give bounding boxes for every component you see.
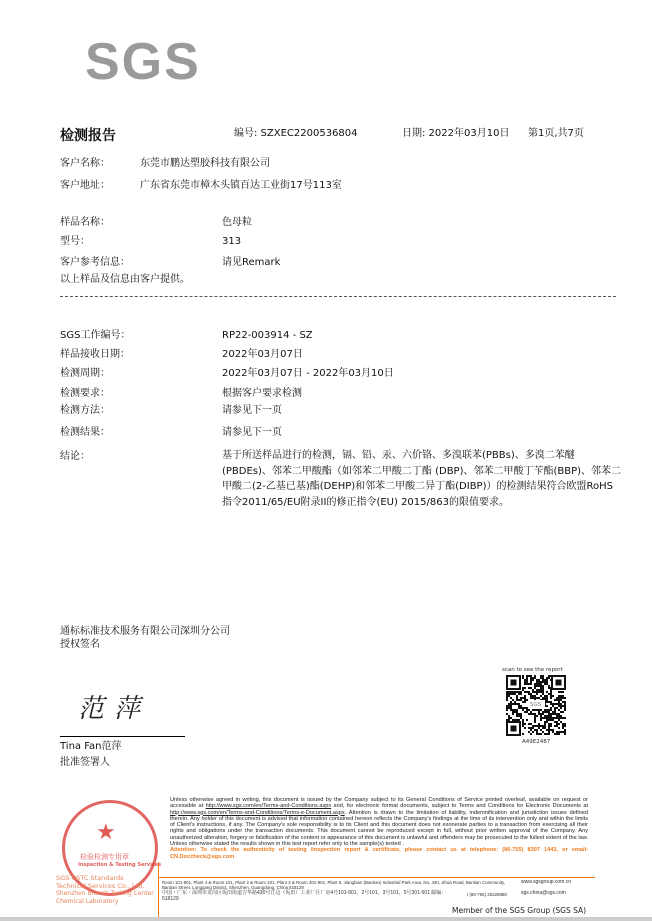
- client-address-label: 客户地址：: [60, 180, 110, 191]
- signature-line: [60, 736, 185, 737]
- sample-name: 色母粒: [222, 217, 252, 228]
- handwritten-signature: 范萍: [78, 694, 151, 724]
- test-method: 请参见下一页: [222, 405, 282, 416]
- sample-note: 以上样品及信息由客户提供。: [60, 274, 190, 285]
- model: 313: [222, 236, 242, 247]
- disclaimer-part: and, for electronic format documents, subject to Terms and Conditions for Electronic Documents at: [331, 803, 588, 810]
- receive-date: 2022年03月07日: [222, 349, 303, 360]
- company-name-en: SGS-CSTC Standards Technical Services Co., Ltd.: [56, 874, 145, 890]
- address-en: Room 101-901, Plant 4 & Room 101, Plant 2 & Room 101, Plant 3 & Room 301-901, Plant 5, Jiangbian (Bantian) Industrial Park Area, No. 430, Jihua Road, Bantian Community, Bantian Street, Longgang District, Shenzhen, Guangdong, China 518129: [162, 880, 506, 890]
- conclusion-label: 结论：: [60, 451, 90, 462]
- test-period: 2022年03月07日 - 2022年03月10日: [222, 368, 394, 379]
- client-name: 东莞市鹏达塑胶科技有限公司: [140, 158, 270, 169]
- test-request-label: 检测要求：: [60, 388, 110, 399]
- page-title: 检测报告: [60, 128, 116, 144]
- terms-link[interactable]: http://www.sgs.com/en/Terms-and-Conditions.aspx: [205, 803, 332, 810]
- e-document-terms-link[interactable]: http://www.sgs.com/en/Terms-and-Conditions/Terms-e-Document.aspx: [170, 809, 345, 816]
- test-request: 根据客户要求检测: [222, 388, 302, 399]
- signer-role: 批准签署人: [60, 757, 110, 768]
- test-result-label: 检测结果：: [60, 427, 110, 438]
- lab-name-en: Shenzhen Branch Testing Center Chemical Laboratory: [56, 890, 154, 905]
- signer-name: Tina Fan范萍: [60, 741, 122, 752]
- test-method-label: 检测方法：: [60, 405, 110, 416]
- disclaimer-part: . Attention is drawn to the limitation of liability, indemnification and jurisdiction issues defined therein. Any holder of this document is advised that information contained hereon reflects the Company's findings at the time of its intervention only and within the limits of Client's instructions, if any. The Company's sole responsibility is to its Client and this document does not exonerate parties to a transaction from exercising all their rights and obligations under the transaction documents. This document cannot be reproduced except in full, without prior written approval of the Company. Any unauthorized alteration, forgery or falsification of the content or appearance of this document is unlawful and offenders may be prosecuted to the fullest extent of the law. Unless otherwise stated the results shown in this test report refer only to the sample(s) tested .: [170, 809, 588, 848]
- job-value: RP22-003914 - SZ: [222, 330, 313, 341]
- footer-orange-vline: [158, 862, 159, 917]
- stamp-center-text: 检验检测专用章: [80, 853, 129, 861]
- qr-caption: scan to see the report: [502, 667, 563, 673]
- client-address: 广东省东莞市樟木头镇百达工业街17号113室: [140, 180, 342, 191]
- sgs-logo: SGS: [85, 33, 201, 91]
- stamp-caption-group: [56, 874, 154, 906]
- divider: [60, 296, 616, 297]
- report-date: 日期: 2022年03月10日: [402, 128, 510, 139]
- authorized-signature-label: 授权签名: [60, 639, 100, 650]
- disclaimer-part: Unless otherwise agreed in writing, this document is issued by the Company subject to its General Conditions of Service printed overleaf, available on request or accessible at: [170, 797, 588, 810]
- footer-orange-line: [158, 877, 595, 878]
- test-result: 请参见下一页: [222, 427, 282, 438]
- authenticity-notice: Attention: To check the authenticity of testing /inspection report & certificate, please contact us at telephone: (86-755) 8307 1443, or email: CN.Doccheck@sgs.com: [170, 847, 588, 860]
- stamp-en-text: Inspection & Testing Services: [78, 862, 162, 868]
- qr-code-id: A49E2487: [522, 739, 551, 745]
- address-cn: 中国・广东・深圳市龙岗区坂田街道吉华路430号江边（坂田）工业厂区厂房4号101-901，2号101，3号101，5号301-501 邮编：518129: [162, 890, 447, 902]
- stamp-star-icon: ★: [96, 820, 116, 845]
- receive-date-label: 样品接收日期：: [60, 349, 130, 360]
- job-label: SGS工作编号：: [60, 330, 131, 341]
- client-ref: 请见Remark: [222, 257, 281, 268]
- client-name-label: 客户名称：: [60, 158, 110, 169]
- conclusion-text: 基于所送样品进行的检测，镉、铅、汞、六价铬、多溴联苯(PBBs)、多溴二苯醚(PBDEs)、邻苯二甲酸酯（如邻苯二甲酸二丁酯 (DBP)、邻苯二甲酸丁苄酯(BBP)、邻苯二甲酸二(2-乙基已基)酯(DEHP)和邻苯二甲酸二异丁酯(DIBP)）的检测结果符合欧盟RoHS指令2011/65/EU附录II的修正指令(EU) 2015/863的限值要求。: [222, 450, 622, 508]
- website-link[interactable]: www.sgsgroup.com.cn: [521, 879, 572, 885]
- disclaimer: [170, 797, 588, 860]
- test-period-label: 检测周期：: [60, 368, 110, 379]
- model-label: 型号：: [60, 236, 90, 247]
- signing-company: 通标标准技术服务有限公司深圳分公司: [60, 626, 230, 637]
- client-ref-label: 客户参考信息：: [60, 257, 130, 268]
- report-number: 编号: SZXEC2200536804: [234, 128, 358, 139]
- sample-name-label: 样品名称：: [60, 217, 110, 228]
- bottom-bar: [0, 917, 652, 921]
- qr-center-label: SGS: [530, 702, 542, 708]
- phone: t (86-755) 25328888: [467, 892, 507, 897]
- email-link[interactable]: sgs.china@sgs.com: [521, 890, 566, 896]
- sgs-member-note: Member of the SGS Group (SGS SA): [452, 906, 587, 915]
- page-count: 第1页,共7页: [528, 128, 584, 139]
